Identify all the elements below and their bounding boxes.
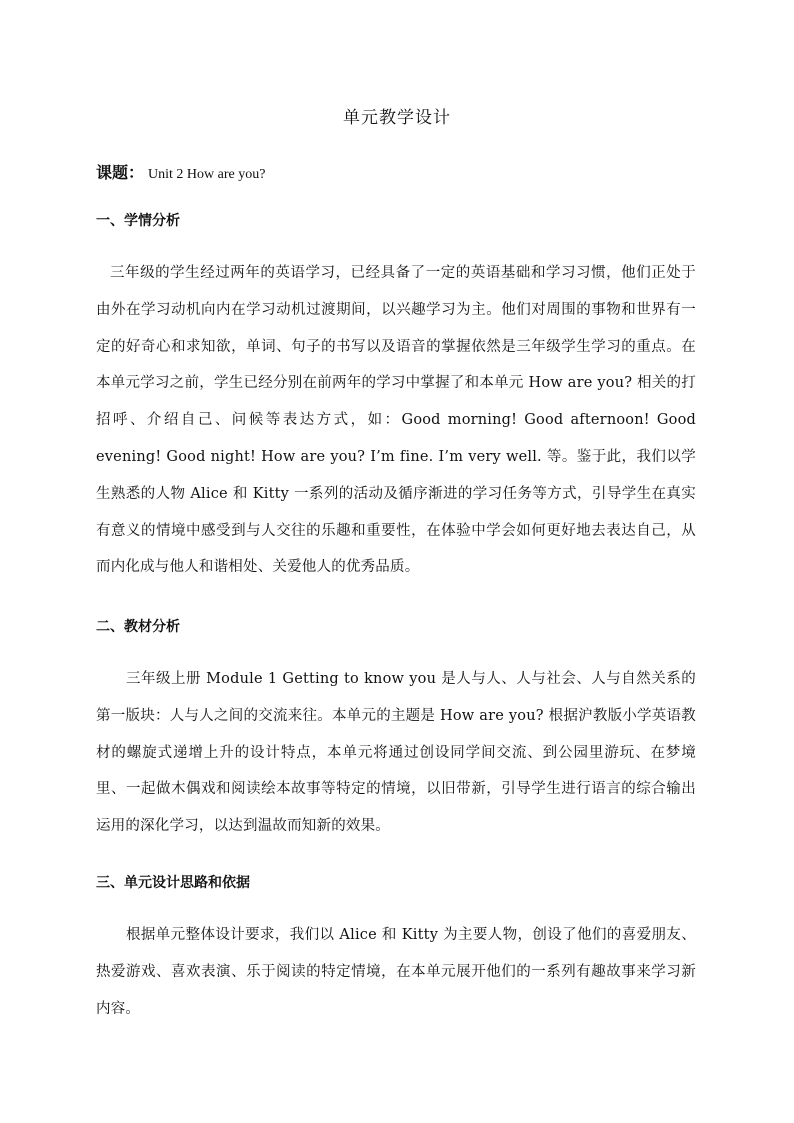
section-paragraph-textbook-analysis: 三年级上册 Module 1 Getting to know you 是人与人、人与社会、人与自然关系的第一版块：人与人之间的交流来往。本单元的主题是 How are you? 根据沪教版小学英语教材的螺旋式递增上升的设计特点，本单元将通过创设同学间交流、到公园里游玩、在梦境里、一起做木偶戏和阅读绘本故事等特定的情境，以旧带新，引导学生进行语言的综合输出运用的深化学习，以达到温故而知新的效果。 [96,671,696,835]
topic-value: Unit 2 How are you? [148,167,266,182]
document-title: 单元教学设计 [343,108,451,128]
section-heading-design-rationale: 三、单元设计思路和依据 [96,875,250,891]
topic-label: 课题： [96,163,145,182]
section-heading-textbook-analysis: 二、教材分析 [96,619,180,635]
section-heading-learner-analysis: 一、学情分析 [96,213,180,229]
topic-line [96,160,265,183]
section-paragraph-design-rationale: 根据单元整体设计要求，我们以 Alice 和 Kitty 为主要人物，创设了他们的喜爱朋友、热爱游戏、喜欢表演、乐于阅读的特定情境，在本单元展开他们的一系列有趣故事来学习新内容。 [96,927,696,1017]
section-paragraph-learner-analysis: 三年级的学生经过两年的英语学习，已经具备了一定的英语基础和学习习惯，他们正处于由外在学习动机向内在学习动机过渡期间，以兴趣学习为主。他们对周围的事物和世界有一定的好奇心和求知欲，单词、句子的书写以及语音的掌握依然是三年级学生学习的重点。在本单元学习之前，学生已经分别在前两年的学习中掌握了和本单元 How are you? 相关的打招呼、介绍自己、问候等表达方式，如：Good morning! Good afternoon! Good evening! Good night! How are you? I’m fine. I’m very well. 等。鉴于此，我们以学生熟悉的人物 Alice 和 Kitty 一系列的活动及循序渐进的学习任务等方式，引导学生在真实有意义的情境中感受到与人交往的乐趣和重要性，在体验中学会如何更好地去表达自己，从而内化成与他人和谐相处、关爱他人的优秀品质。 [96,265,696,576]
